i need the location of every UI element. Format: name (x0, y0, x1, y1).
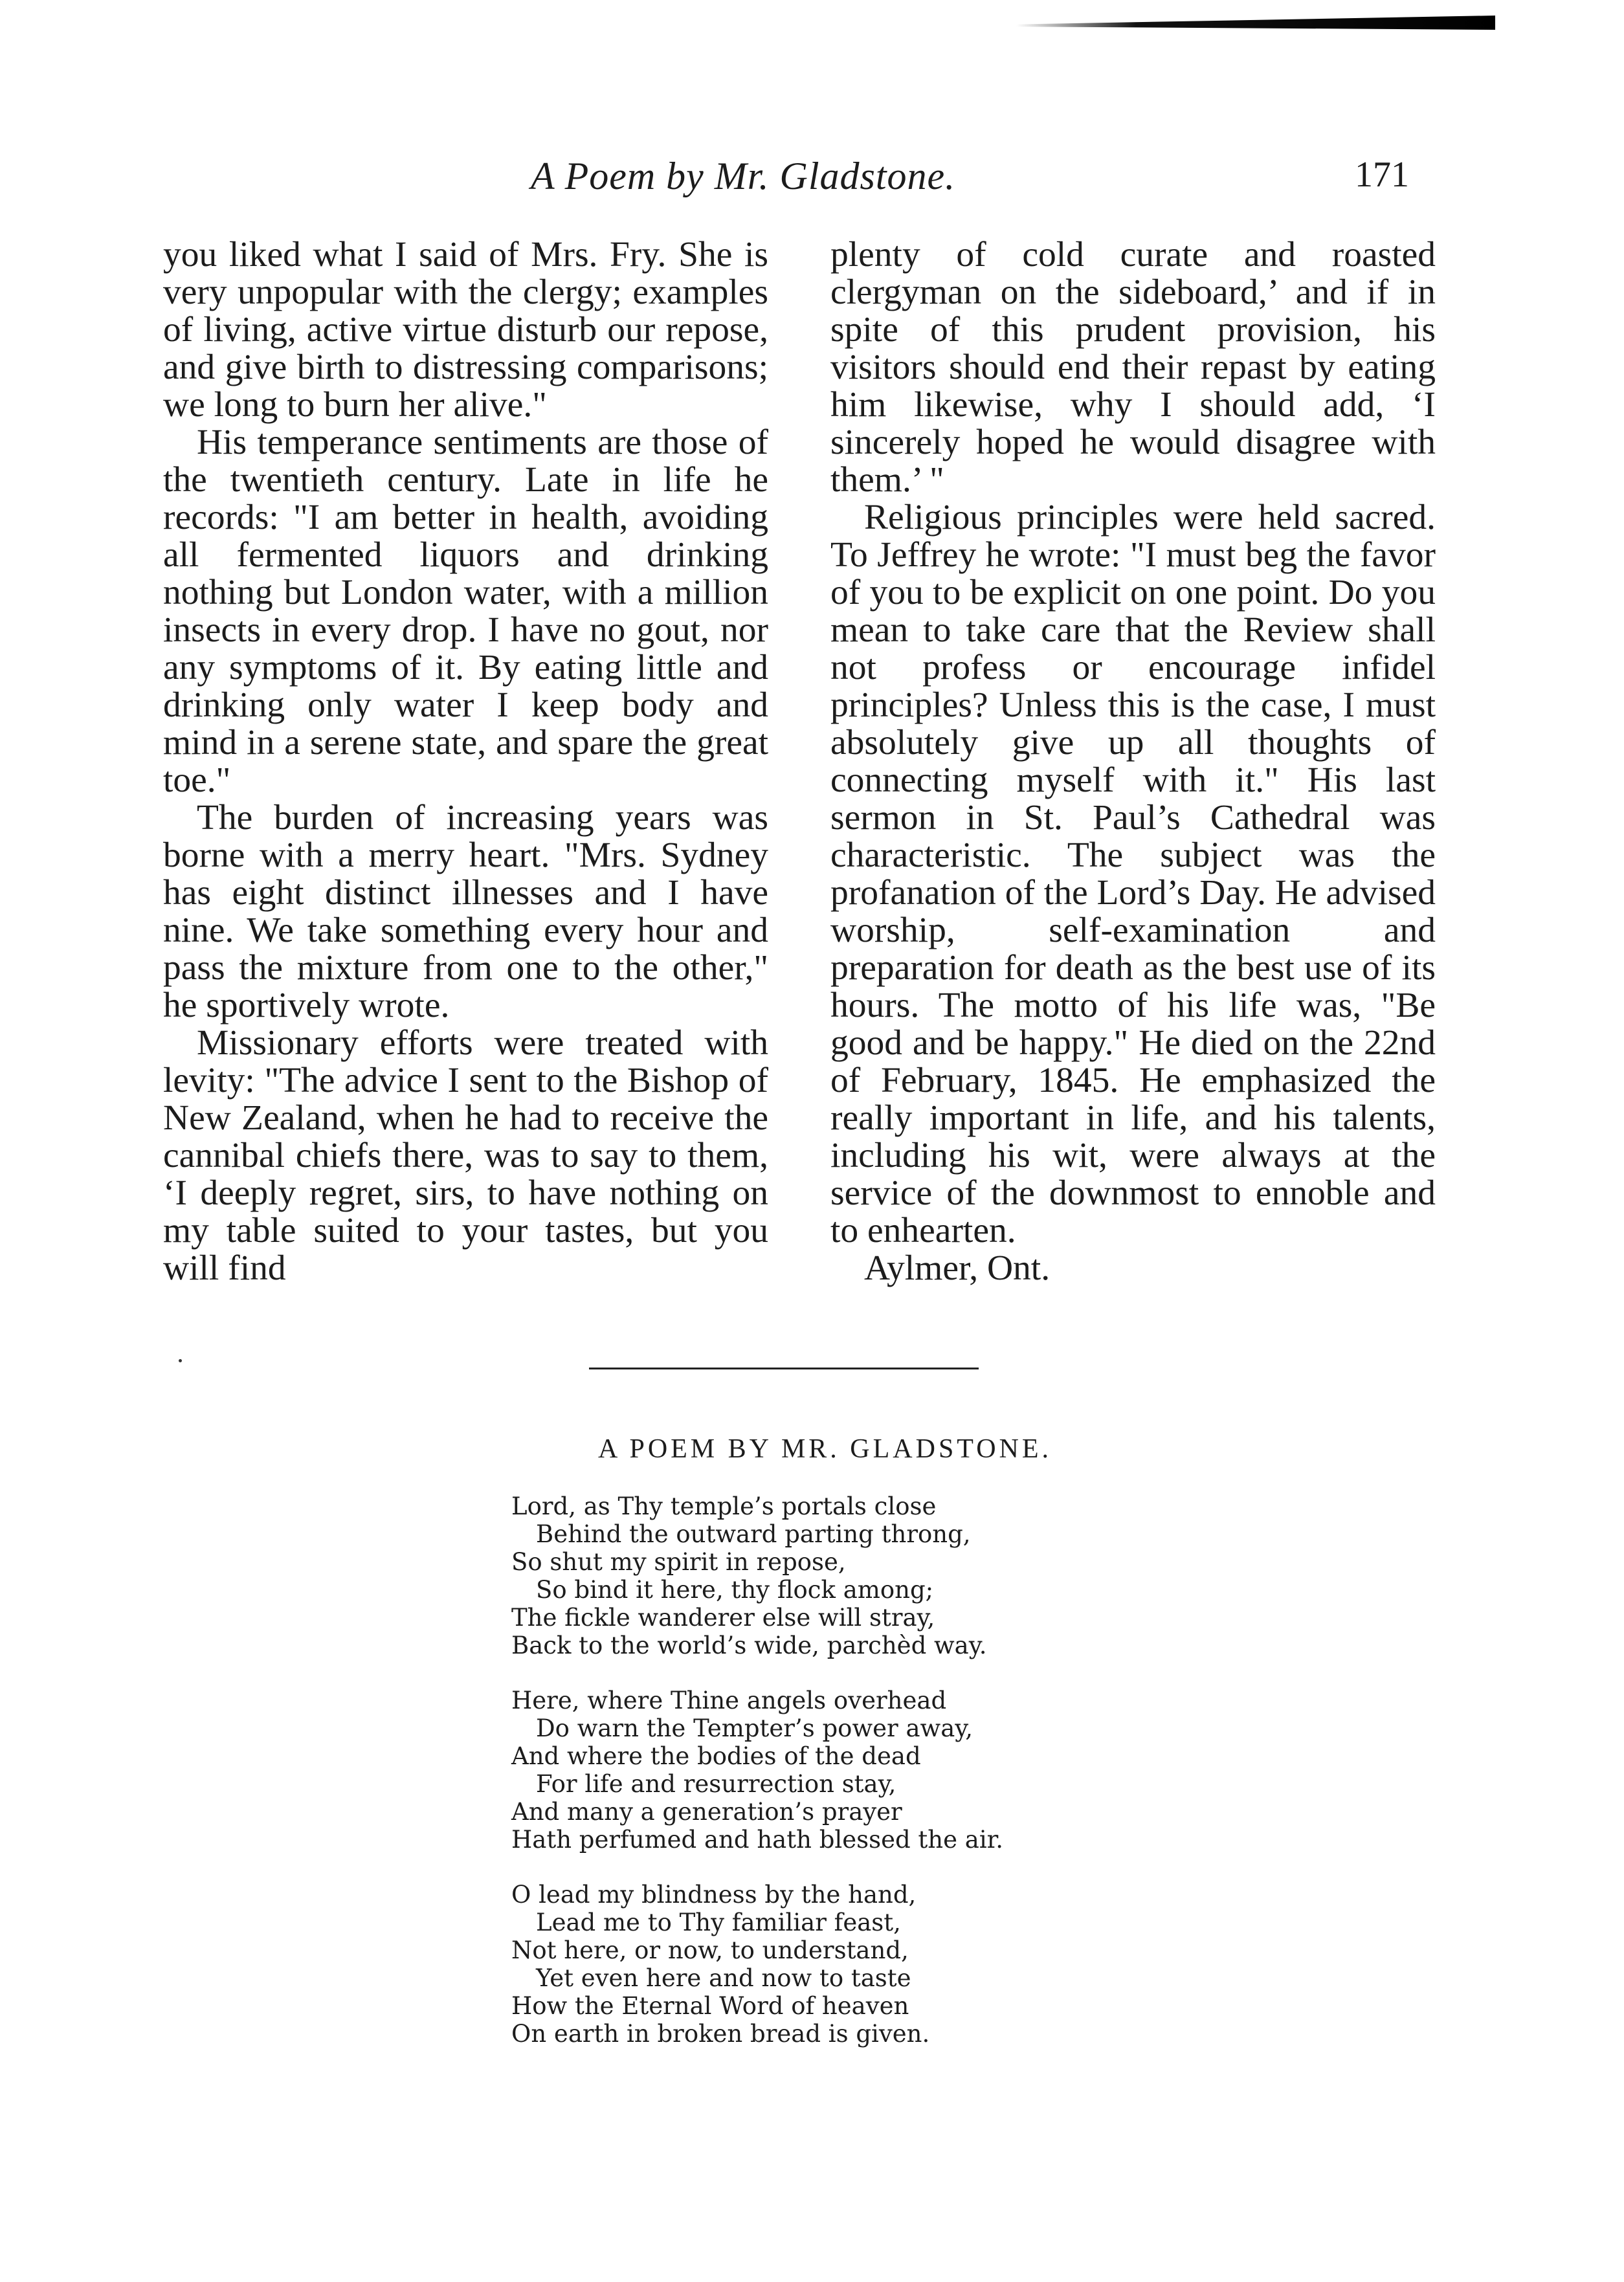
poem-line: And many a generation’s prayer (511, 1798, 902, 1826)
right-column (830, 236, 1436, 1287)
poem-line: Here, where Thine angels overhead (511, 1687, 947, 1714)
right-paragraph-1: plenty of cold curate and roasted clergyman on the sideboard,’ and if in spite of this prudent provision, his visitors should end their repast by eating him likewise, why I should add, ‘I sincerely hoped he would disagree with them.’ " (830, 235, 1436, 500)
right-paragraph-2: Religious principles were held sacred. To Jeffrey he wrote: "I must beg the favor of you to be explicit on one point. Do you mean to take care that the Review shall not profess or encourage infidel principles? Unless this is the case, I must absolutely give up all thoughts of connecting myself with it." His last sermon in St. Paul’s Cathedral was characteristic. The subject was the profanation of the Lord’s Day. He advised worship, self-examination and preparation for death as the best use of its hours. The motto of his life was, "Be good and be happy." He died on the 22nd of February, 1845. He emphasized the really important in life, and his talents, including his wit, were always at the service of the downmost to ennoble and to enhearten. (830, 498, 1436, 1250)
poem-line: O lead my blindness by the hand, (511, 1881, 917, 1909)
poem-stanza-2 (511, 1687, 1159, 1854)
poem-line: How the Eternal Word of heaven (511, 1992, 909, 2020)
poem-line: So shut my spirit in repose, (511, 1548, 846, 1576)
poem-line: Lord, as Thy temple’s portals close (511, 1492, 937, 1520)
poem-line: Back to the world’s wide, parchèd way. (511, 1632, 987, 1659)
poem-line: For life and resurrection stay, (536, 1770, 896, 1798)
poem-line: Yet even here and now to taste (536, 1964, 911, 1992)
poem-stanza-1 (511, 1492, 1159, 1659)
poem-line: On earth in broken bread is given. (511, 2020, 930, 2048)
left-paragraph-3: The burden of increasing years was borne with a merry heart. "Mrs. Sydney has eight distinct illnesses and I have nine. We take something every hour and pass the mixture from one to the other," he sportively wrote. (163, 798, 768, 1025)
page-number: 171 (1355, 155, 1409, 195)
poem-line: So bind it here, thy flock among; (536, 1576, 934, 1604)
poem-stanza-3 (511, 1881, 1159, 2048)
running-title: A Poem by Mr. Gladstone. (531, 155, 956, 197)
running-header (0, 148, 1624, 206)
poem-line: Hath perfumed and hath blessed the air. (511, 1826, 1004, 1854)
stray-mark (179, 1359, 182, 1362)
left-paragraph-4: Missionary efforts were treated with levity: "The advice I sent to the Bishop of New Zealand, when he had to receive the cannibal chiefs there, was to say to them, ‘I deeply regret, sirs, to have nothing on my table suited to your tastes, but you will find (163, 1023, 768, 1288)
poem (511, 1492, 1159, 2075)
poem-line: Do warn the Tempter’s power away, (536, 1714, 973, 1742)
top-edge-rule (1016, 16, 1495, 30)
left-paragraph-2: His temperance sentiments are those of the twentieth century. Late in life he records: "I am better in health, avoiding all fermented liquors and drinking nothing but London water, with a million insects in every drop. I have no gout, nor any symptoms of it. By eating little and drinking only water I keep body and mind in a serene state, and spare the great toe." (163, 423, 768, 800)
poem-title: A POEM BY MR. GLADSTONE. (597, 1434, 1052, 1464)
section-divider (589, 1368, 979, 1369)
poem-line: Not here, or now, to understand, (511, 1936, 909, 1964)
poem-line: The fickle wanderer else will stray, (511, 1604, 935, 1632)
left-column (163, 236, 768, 1287)
poem-line: And where the bodies of the dead (511, 1742, 921, 1770)
signoff-location: Aylmer, Ont. (864, 1248, 1051, 1288)
poem-line: Behind the outward parting throng, (536, 1520, 971, 1548)
left-paragraph-1: you liked what I said of Mrs. Fry. She is very unpopular with the clergy; examples of living, active virtue disturb our repose, and give birth to distressing comparisons; we long to burn her alive." (163, 235, 768, 425)
poem-line: Lead me to Thy familiar feast, (536, 1909, 901, 1936)
